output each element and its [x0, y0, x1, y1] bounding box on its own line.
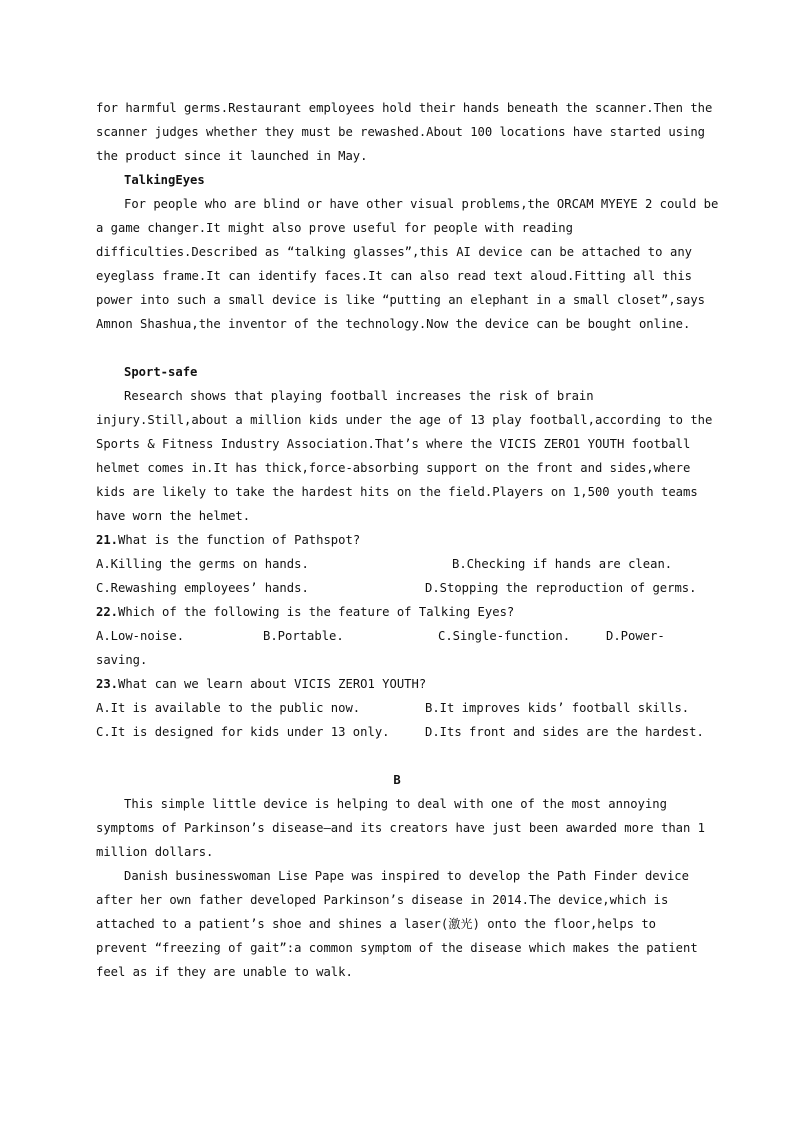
option-b: B.Checking if hands are clean.: [452, 557, 673, 571]
passage-line: helmet comes in.It has thick,force-absorbing support on the front and sides,where: [96, 461, 691, 475]
option-a: A.Killing the germs on hands.: [96, 557, 309, 571]
passage-line: Amnon Shashua,the inventor of the technology.Now the device can be bought online.: [96, 317, 691, 331]
passage-line: kids are likely to take the hardest hits on the field.Players on 1,500 youth teams: [96, 485, 698, 499]
section-heading-talking-eyes: TalkingEyes: [124, 173, 205, 187]
section-heading-sport-safe: Sport-safe: [124, 365, 198, 379]
passage-line: power into such a small device is like “putting an elephant in a small closet”,says: [96, 293, 706, 307]
passage-line: after her own father developed Parkinson’s disease in 2014.The device,which is: [96, 893, 669, 907]
question-text: What is the function of Pathspot?: [118, 533, 361, 547]
question-number: 21.: [96, 533, 119, 547]
question-22: [96, 604, 514, 620]
passage-line: Research shows that playing football increases the risk of brain: [124, 389, 594, 403]
section-heading-b: B: [393, 773, 401, 787]
passage-line: have worn the helmet.: [96, 509, 251, 523]
question-text: What can we learn about VICIS ZERO1 YOUTH?: [118, 677, 427, 691]
option-d: D.Stopping the reproduction of germs.: [425, 581, 697, 595]
passage-line: Danish businesswoman Lise Pape was inspired to develop the Path Finder device: [124, 869, 689, 883]
option-a: A.It is available to the public now.: [96, 701, 361, 715]
passage-line: This simple little device is helping to deal with one of the most annoying: [124, 797, 667, 811]
passage-line: a game changer.It might also prove useful for people with reading: [96, 221, 573, 235]
option-d-continuation: saving.: [96, 653, 148, 667]
option-d: D.Power-: [606, 629, 665, 643]
passage-line: scanner judges whether they must be rewashed.About 100 locations have started using: [96, 125, 706, 139]
passage-line: feel as if they are unable to walk.: [96, 965, 353, 979]
question-text: Which of the following is the feature of Talking Eyes?: [118, 605, 515, 619]
option-b: B.Portable.: [263, 629, 344, 643]
question-number: 23.: [96, 677, 119, 691]
option-b: B.It improves kids’ football skills.: [425, 701, 690, 715]
passage-line: symptoms of Parkinson’s disease—and its creators have just been awarded more than 1: [96, 821, 706, 835]
passage-line: for harmful germs.Restaurant employees hold their hands beneath the scanner.Then the: [96, 101, 713, 115]
option-c: C.It is designed for kids under 13 only.: [96, 725, 390, 739]
question-number: 22.: [96, 605, 119, 619]
option-c: C.Single-function.: [438, 629, 571, 643]
option-a: A.Low-noise.: [96, 629, 185, 643]
option-d: D.Its front and sides are the hardest.: [425, 725, 704, 739]
passage-line: injury.Still,about a million kids under the age of 13 play football,according to the: [96, 413, 713, 427]
passage-line: attached to a patient’s shoe and shines a laser(激光) onto the floor,helps to: [96, 917, 657, 931]
passage-line: For people who are blind or have other visual problems,the ORCAM MYEYE 2 could be: [124, 197, 719, 211]
question-21: [96, 532, 360, 548]
question-23: [96, 676, 426, 692]
passage-line: million dollars.: [96, 845, 214, 859]
passage-line: the product since it launched in May.: [96, 149, 368, 163]
passage-line: Sports & Fitness Industry Association.That’s where the VICIS ZERO1 YOUTH football: [96, 437, 691, 451]
passage-line: prevent “freezing of gait”:a common symptom of the disease which makes the patient: [96, 941, 698, 955]
passage-line: eyeglass frame.It can identify faces.It can also read text aloud.Fitting all this: [96, 269, 692, 283]
passage-line: difficulties.Described as “talking glasses”,this AI device can be attached to any: [96, 245, 692, 259]
option-c: C.Rewashing employees’ hands.: [96, 581, 309, 595]
